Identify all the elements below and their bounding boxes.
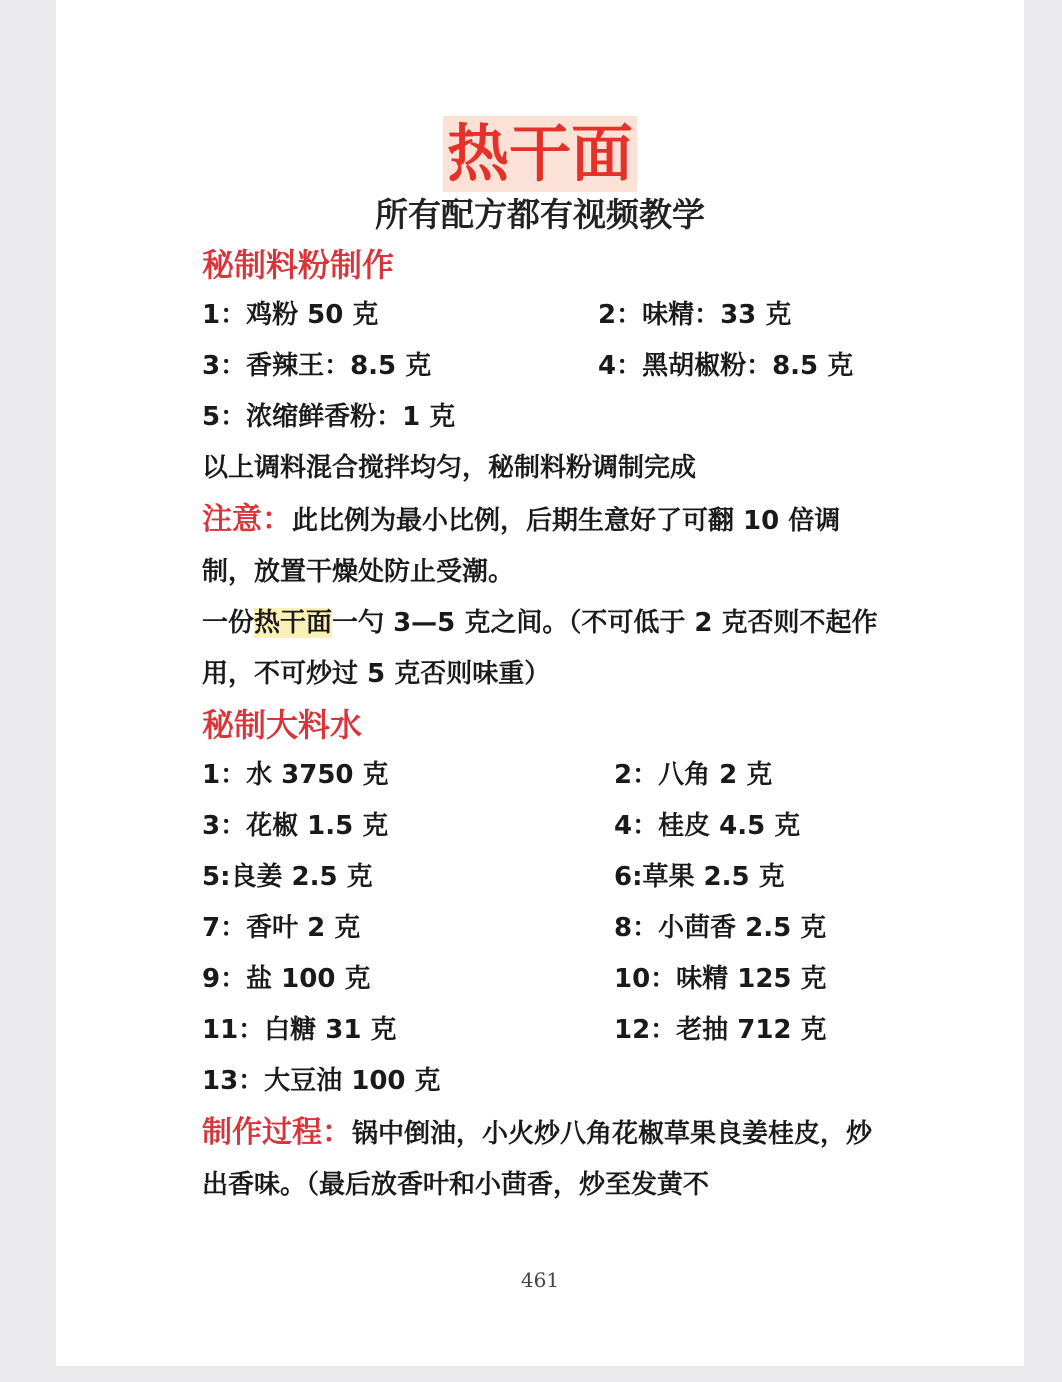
mix-summary: 以上调料混合搅拌均匀，秘制料粉调制完成	[202, 453, 697, 483]
title-wrap	[56, 116, 1024, 192]
usage-post: 一勺 3—5 克之间。（不可低于 2 克否则不起作用，不可炒过 5 克否则味重）	[202, 608, 878, 689]
section-heading-spice-water: 秘制大料水	[202, 706, 363, 744]
page-number: 461	[520, 1268, 560, 1292]
ingredient-row	[202, 954, 892, 1005]
ingredient-item: 4：黑胡椒粉：8.5 克	[598, 351, 854, 381]
usage-pre: 一份	[202, 608, 255, 638]
ingredient-item: 4：桂皮 4.5 克	[614, 811, 801, 841]
ingredient-row	[202, 290, 892, 341]
ingredient-row	[202, 1056, 892, 1107]
page-subtitle: 所有配方都有视频教学	[375, 195, 705, 234]
ingredient-item: 1：水 3750 克	[202, 760, 389, 790]
ingredient-item: 5:良姜 2.5 克	[202, 862, 373, 892]
process-paragraph	[202, 1107, 892, 1211]
ingredient-row	[202, 1005, 892, 1056]
note-label: 注意：	[202, 502, 292, 537]
ingredient-item: 7：香叶 2 克	[202, 913, 361, 943]
note-text: 此比例为最小比例，后期生意好了可翻 10 倍调制，放置干燥处防止受潮。	[202, 506, 841, 587]
ingredient-row	[202, 801, 892, 852]
ingredient-item: 3：花椒 1.5 克	[202, 811, 389, 841]
ingredient-row	[202, 852, 892, 903]
section-heading-seasoning: 秘制料粉制作	[202, 246, 395, 284]
ingredient-item: 5：浓缩鲜香粉：1 克	[202, 402, 456, 432]
page-title: 热干面	[443, 116, 637, 192]
ingredient-row	[202, 341, 892, 392]
ingredient-item: 9：盐 100 克	[202, 964, 371, 994]
ingredient-item: 1：鸡粉 50 克	[202, 300, 379, 330]
ingredient-row	[202, 750, 892, 801]
usage-paragraph	[202, 598, 892, 700]
recipe-content	[202, 240, 892, 1211]
process-label: 制作过程：	[202, 1115, 352, 1150]
process-text: 锅中倒油，小火炒八角花椒草果良姜桂皮，炒出香味。（最后放香叶和小茴香，炒至发黄不	[202, 1119, 873, 1200]
ingredient-item: 12：老抽 712 克	[614, 1015, 827, 1045]
usage-highlight: 热干面	[254, 608, 333, 638]
ingredient-item: 13：大豆油 100 克	[202, 1066, 441, 1096]
ingredient-item: 11：白糖 31 克	[202, 1015, 397, 1045]
ingredient-row	[202, 903, 892, 954]
document-page	[56, 0, 1024, 1366]
ingredient-item: 3：香辣王：8.5 克	[202, 351, 432, 381]
ingredient-row	[202, 392, 892, 443]
ingredient-item: 2：八角 2 克	[614, 760, 773, 790]
note-paragraph	[202, 494, 892, 598]
ingredient-item: 2：味精：33 克	[598, 300, 792, 330]
ingredient-item: 6:草果 2.5 克	[614, 862, 785, 892]
ingredient-item: 8：小茴香 2.5 克	[614, 913, 827, 943]
ingredient-item: 10：味精 125 克	[614, 964, 827, 994]
